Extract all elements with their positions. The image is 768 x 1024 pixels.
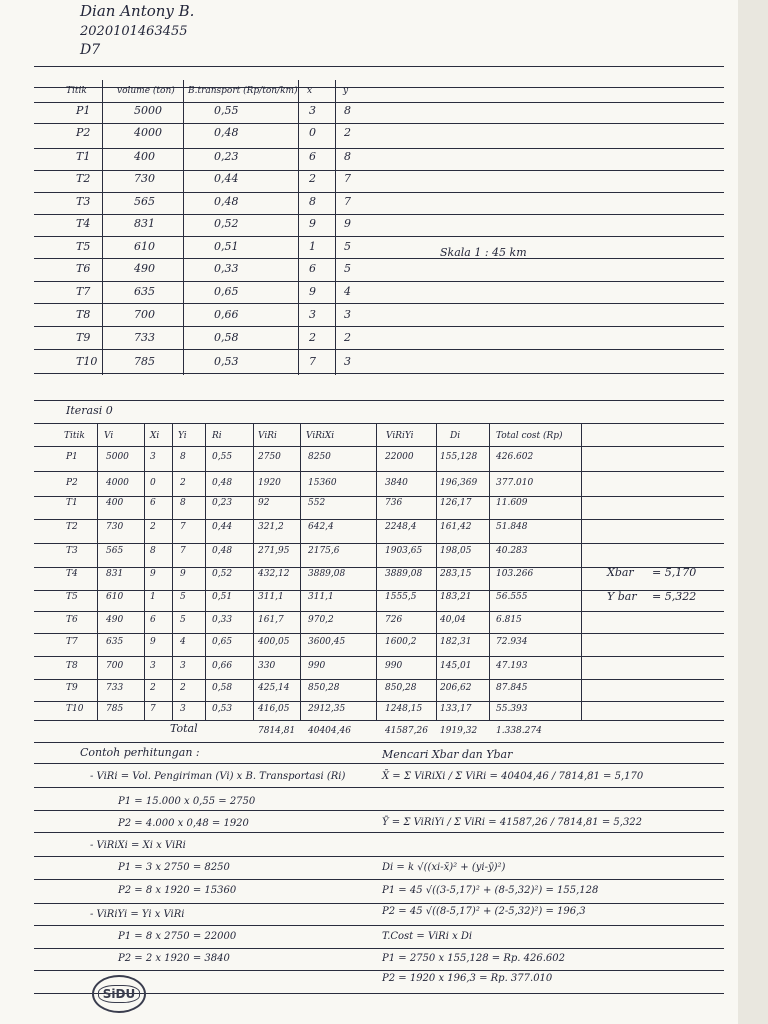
table2-column-divider (97, 424, 98, 720)
t1-cell: 3 (344, 308, 351, 321)
t2-cell: 2 (180, 683, 186, 693)
t1-cell: 0,33 (214, 262, 239, 275)
t2-header: Total cost (Rp) (496, 431, 563, 441)
t2-cell: 432,12 (258, 569, 290, 579)
example-title: Contoh perhitungan : (80, 746, 200, 759)
t1-cell: 5 (344, 240, 351, 253)
example-line: - ViRiYi = Yi x ViRi (90, 909, 185, 920)
ruled-line (34, 879, 724, 880)
iteration-label: Iterasi 0 (66, 404, 113, 417)
t1-cell: 0,48 (214, 126, 239, 139)
t2-cell: 400,05 (258, 637, 290, 647)
ruled-line (34, 543, 724, 544)
table2-column-divider (172, 424, 173, 720)
example-line: P2 = 4.000 x 0,48 = 1920 (118, 818, 249, 829)
t1-cell: 0,23 (214, 150, 239, 163)
t2-cell: 92 (258, 498, 270, 508)
t2-cell: T5 (66, 592, 78, 602)
table2-column-divider (489, 424, 490, 720)
ruled-line (34, 496, 724, 497)
total-cell: 40404,46 (308, 726, 351, 736)
t1-cell: 700 (134, 308, 155, 321)
table2-column-divider (144, 424, 145, 720)
t2-cell: 3 (150, 452, 156, 462)
ruled-line (34, 656, 724, 657)
t2-cell: 40.283 (496, 546, 528, 556)
t1-cell: 831 (134, 217, 155, 230)
t2-cell: 8 (180, 498, 186, 508)
t2-cell: 425,14 (258, 683, 290, 693)
t2-header: ViRiYi (386, 431, 414, 441)
t2-cell: 0,55 (212, 452, 233, 462)
t2-cell: 155,128 (440, 452, 478, 462)
t2-cell: 0,51 (212, 592, 233, 602)
t2-cell: T8 (66, 661, 78, 671)
t2-cell: 785 (106, 704, 124, 714)
author-name: Dian Antony B. (80, 2, 195, 20)
total-cell: 1919,32 (440, 726, 478, 736)
t1-cell: T9 (76, 331, 91, 344)
table1-column-divider (335, 80, 336, 375)
t2-cell: 1920 (258, 478, 281, 488)
t2-cell: 9 (150, 637, 156, 647)
class-code: D7 (80, 42, 101, 58)
table1-column-divider (102, 80, 103, 375)
t2-cell: 0,65 (212, 637, 233, 647)
t1-cell: 1 (309, 240, 316, 253)
t1-cell: T2 (76, 172, 91, 185)
t2-cell: 11.609 (496, 498, 528, 508)
t2-cell: P2 (66, 478, 78, 488)
t2-cell: 8250 (308, 452, 331, 462)
t1-cell: 9 (344, 217, 351, 230)
t2-cell: 726 (385, 615, 403, 625)
t2-header: Vi (104, 431, 114, 441)
t1-cell: 0,48 (214, 195, 239, 208)
t2-cell: 2750 (258, 452, 281, 462)
ruled-line (34, 373, 724, 374)
t2-cell: T2 (66, 522, 78, 532)
total-label: Total (170, 722, 198, 735)
t1-cell: T8 (76, 308, 91, 321)
t2-cell: 330 (258, 661, 276, 671)
t2-cell: 3 (150, 661, 156, 671)
t2-header: Xi (150, 431, 160, 441)
t1-cell: 4000 (134, 126, 162, 139)
t1-cell: 733 (134, 331, 155, 344)
student-id: 2020101463455 (80, 24, 188, 39)
total-cell: 1.338.274 (496, 726, 542, 736)
t2-cell: 2248,4 (385, 522, 417, 532)
t2-cell: 2 (180, 478, 186, 488)
t2-cell: T9 (66, 683, 78, 693)
t2-cell: 126,17 (440, 498, 472, 508)
t2-cell: 416,05 (258, 704, 290, 714)
ruled-line (34, 170, 724, 171)
t2-cell: 145,01 (440, 661, 472, 671)
t2-cell: 0,48 (212, 546, 233, 556)
t2-cell: 3840 (385, 478, 408, 488)
table2-column-divider (376, 424, 377, 720)
t2-cell: 9 (180, 569, 186, 579)
t2-cell: 2912,35 (308, 704, 346, 714)
t2-cell: 0,58 (212, 683, 233, 693)
ruled-line (34, 701, 724, 702)
t1-cell: T5 (76, 240, 91, 253)
t2-cell: 196,369 (440, 478, 478, 488)
ruled-line (34, 214, 724, 215)
scale-note: Skala 1 : 45 km (440, 246, 527, 259)
t1-cell: 9 (309, 217, 316, 230)
ruled-line (34, 123, 724, 124)
t2-cell: P1 (66, 452, 78, 462)
t2-cell: 87.845 (496, 683, 528, 693)
t1-header: volume (ton) (117, 86, 175, 96)
t2-cell: 47.193 (496, 661, 528, 671)
t2-cell: 970,2 (308, 615, 334, 625)
ruled-line (34, 326, 724, 327)
t1-cell: 3 (344, 355, 351, 368)
t1-header: Titik (66, 86, 87, 96)
t2-cell: 1 (150, 592, 156, 602)
t2-cell: 377.010 (496, 478, 534, 488)
ruled-line (34, 970, 724, 971)
t2-cell: 700 (106, 661, 124, 671)
p2-di: P2 = 45 √((8-5,17)² + (2-5,32)²) = 196,3 (382, 906, 586, 917)
t1-cell: 7 (309, 355, 316, 368)
t2-cell: 283,15 (440, 569, 472, 579)
t2-cell: 4000 (106, 478, 129, 488)
t1-cell: T10 (76, 355, 98, 368)
total-cell: 41587,26 (385, 726, 428, 736)
t2-cell: 7 (150, 704, 156, 714)
t2-cell: 3 (180, 661, 186, 671)
ybar-label: Y bar (607, 590, 637, 603)
t1-cell: 9 (309, 285, 316, 298)
t1-cell: T3 (76, 195, 91, 208)
t1-cell: 610 (134, 240, 155, 253)
ybar-value: = 5,322 (652, 590, 697, 603)
t2-cell: 733 (106, 683, 124, 693)
t2-cell: 0,53 (212, 704, 233, 714)
di-formula: Di = k √((xi-x̄)² + (yi-ȳ)²) (382, 862, 506, 873)
t2-cell: 610 (106, 592, 124, 602)
t1-cell: 0,58 (214, 331, 239, 344)
t1-cell: 0,55 (214, 104, 239, 117)
t2-header: Yi (178, 431, 187, 441)
t2-cell: 426.602 (496, 452, 534, 462)
t2-cell: 311,1 (258, 592, 284, 602)
ruled-line (34, 400, 724, 401)
t1-cell: 6 (309, 262, 316, 275)
table1-column-divider (183, 80, 184, 375)
t2-header: Di (450, 431, 461, 441)
example-line: - ViRiXi = Xi x ViRi (90, 840, 186, 851)
t2-cell: 2175,6 (308, 546, 340, 556)
table2-column-divider (253, 424, 254, 720)
ruled-line (34, 148, 724, 149)
ruled-line (34, 192, 724, 193)
t2-cell: 311,1 (308, 592, 334, 602)
t1-cell: 4 (344, 285, 351, 298)
t1-header: x (307, 86, 313, 96)
t2-cell: 1248,15 (385, 704, 423, 714)
t2-header: ViRiXi (306, 431, 335, 441)
t2-cell: 1903,65 (385, 546, 423, 556)
t2-cell: 6.815 (496, 615, 522, 625)
ruled-line (34, 102, 724, 103)
t2-cell: 8 (150, 546, 156, 556)
ruled-line (34, 787, 724, 788)
ruled-line (34, 633, 724, 634)
t1-cell: 0,52 (214, 217, 239, 230)
t1-cell: T6 (76, 262, 91, 275)
t1-cell: 8 (344, 150, 351, 163)
t2-cell: T1 (66, 498, 78, 508)
t2-header: Titik (64, 431, 85, 441)
t2-cell: 490 (106, 615, 124, 625)
ruled-line (34, 679, 724, 680)
total-cell: 7814,81 (258, 726, 296, 736)
table2-column-divider (205, 424, 206, 720)
t2-cell: 55.393 (496, 704, 528, 714)
t1-cell: 8 (344, 104, 351, 117)
t2-cell: 9 (150, 569, 156, 579)
t2-cell: 565 (106, 546, 124, 556)
t1-cell: 7 (344, 195, 351, 208)
example-line: P2 = 2 x 1920 = 3840 (118, 953, 230, 964)
t1-cell: 2 (309, 331, 316, 344)
t2-cell: 5 (180, 615, 186, 625)
tcost-p2: P2 = 1920 x 196,3 = Rp. 377.010 (382, 973, 553, 984)
t1-cell: T4 (76, 217, 91, 230)
t2-cell: 182,31 (440, 637, 472, 647)
t1-cell: 2 (344, 331, 351, 344)
t1-cell: 3 (309, 104, 316, 117)
xbar-label: Xbar (607, 566, 634, 579)
t2-cell: 0,66 (212, 661, 233, 671)
t1-cell: 8 (309, 195, 316, 208)
logo-text: SiDU (98, 985, 140, 1003)
t2-cell: 321,2 (258, 522, 284, 532)
ruled-line (34, 471, 724, 472)
example-line: P1 = 15.000 x 0,55 = 2750 (118, 796, 256, 807)
t2-cell: 3 (180, 704, 186, 714)
t2-cell: 56.555 (496, 592, 528, 602)
t2-cell: 7 (180, 546, 186, 556)
t1-cell: 6 (309, 150, 316, 163)
example-line: - ViRi = Vol. Pengiriman (Vi) x B. Transportasi (Ri) (90, 771, 346, 782)
t2-cell: T10 (66, 704, 84, 714)
t2-cell: 6 (150, 615, 156, 625)
t2-cell: T7 (66, 637, 78, 647)
t2-cell: 635 (106, 637, 124, 647)
t2-cell: 183,21 (440, 592, 472, 602)
p1-di: P1 = 45 √((3-5,17)² + (8-5,32)²) = 155,128 (382, 885, 599, 896)
example-line: P1 = 8 x 2750 = 22000 (118, 931, 237, 942)
t1-cell: 2 (309, 172, 316, 185)
t2-cell: 552 (308, 498, 326, 508)
sidu-logo (92, 975, 146, 1013)
t2-cell: 990 (308, 661, 326, 671)
t2-cell: 831 (106, 569, 124, 579)
t2-cell: 198,05 (440, 546, 472, 556)
ruled-line (34, 519, 724, 520)
t2-header: Ri (212, 431, 222, 441)
t1-cell: 0,65 (214, 285, 239, 298)
ruled-line (34, 948, 724, 949)
t2-cell: 4 (180, 637, 186, 647)
t1-cell: P1 (76, 104, 91, 117)
table2-column-divider (300, 424, 301, 720)
ruled-line (34, 446, 724, 447)
ruled-line (34, 720, 724, 721)
t2-cell: 642,4 (308, 522, 334, 532)
t1-cell: T1 (76, 150, 91, 163)
t1-cell: 0,51 (214, 240, 239, 253)
t2-cell: 736 (385, 498, 403, 508)
t2-cell: 850,28 (308, 683, 340, 693)
t1-cell: 490 (134, 262, 155, 275)
t2-cell: 0,33 (212, 615, 233, 625)
ruled-line (34, 810, 724, 811)
t2-cell: 0,48 (212, 478, 233, 488)
t2-cell: 8 (180, 452, 186, 462)
ruled-line (34, 349, 724, 350)
ruled-line (34, 423, 724, 424)
t1-cell: 7 (344, 172, 351, 185)
ruled-line (34, 303, 724, 304)
ruled-line (34, 611, 724, 612)
t2-cell: 5000 (106, 452, 129, 462)
t1-cell: 635 (134, 285, 155, 298)
ruled-line (34, 903, 724, 904)
t1-cell: 5000 (134, 104, 162, 117)
t1-cell: 400 (134, 150, 155, 163)
right-title: Mencari Xbar dan Ybar (382, 748, 513, 761)
t1-cell: 565 (134, 195, 155, 208)
t1-header: y (343, 86, 349, 96)
t2-cell: 6 (150, 498, 156, 508)
t1-cell: 5 (344, 262, 351, 275)
t1-cell: 0,44 (214, 172, 239, 185)
t2-cell: T6 (66, 615, 78, 625)
t2-cell: 1555,5 (385, 592, 417, 602)
paper-edge (738, 0, 768, 1024)
tcost-p1: P1 = 2750 x 155,128 = Rp. 426.602 (382, 953, 566, 964)
t1-cell: 0 (309, 126, 316, 139)
t1-cell: P2 (76, 126, 91, 139)
t2-cell: 5 (180, 592, 186, 602)
ruled-line (34, 856, 724, 857)
t2-cell: 72.934 (496, 637, 528, 647)
t2-cell: T4 (66, 569, 78, 579)
table1-column-divider (298, 80, 299, 375)
example-line: P1 = 3 x 2750 = 8250 (118, 862, 230, 873)
t2-cell: 15360 (308, 478, 337, 488)
t2-cell: 730 (106, 522, 124, 532)
ruled-line (34, 258, 724, 259)
t2-cell: 206,62 (440, 683, 472, 693)
t2-cell: 0,23 (212, 498, 233, 508)
example-line: P2 = 8 x 1920 = 15360 (118, 885, 237, 896)
xbar-value: = 5,170 (652, 566, 697, 579)
t2-cell: 0 (150, 478, 156, 488)
t2-cell: 161,42 (440, 522, 472, 532)
t2-cell: 133,17 (440, 704, 472, 714)
t2-cell: 400 (106, 498, 124, 508)
t2-cell: 7 (180, 522, 186, 532)
ybar-formula: Ȳ = Σ ViRiYi / Σ ViRi = 41587,26 / 7814,81 = 5,322 (382, 817, 643, 828)
t2-cell: 0,44 (212, 522, 233, 532)
ruled-line (34, 763, 724, 764)
tcost-formula: T.Cost = ViRi x Di (382, 931, 473, 942)
t2-cell: 271,95 (258, 546, 290, 556)
xbar-formula: X̄ = Σ ViRiXi / Σ ViRi = 40404,46 / 7814,81 = 5,170 (382, 771, 644, 782)
ruled-line (34, 66, 724, 67)
ruled-line (34, 281, 724, 282)
t1-cell: 730 (134, 172, 155, 185)
t1-cell: 2 (344, 126, 351, 139)
table2-column-divider (581, 424, 582, 720)
t2-cell: 0,52 (212, 569, 233, 579)
t2-cell: T3 (66, 546, 78, 556)
ruled-line (34, 925, 724, 926)
t2-cell: 3600,45 (308, 637, 346, 647)
t2-cell: 22000 (385, 452, 414, 462)
ruled-line (34, 236, 724, 237)
t1-cell: 0,53 (214, 355, 239, 368)
t2-header: ViRi (258, 431, 277, 441)
t2-cell: 3889,08 (385, 569, 423, 579)
t1-cell: T7 (76, 285, 91, 298)
ruled-line (34, 742, 724, 743)
table2-column-divider (436, 424, 437, 720)
t2-cell: 1600,2 (385, 637, 417, 647)
t1-header: B.transport (Rp/ton/km) (188, 86, 298, 96)
t1-cell: 785 (134, 355, 155, 368)
t2-cell: 850,28 (385, 683, 417, 693)
ruled-line (34, 832, 724, 833)
t2-cell: 40,04 (440, 615, 466, 625)
t2-cell: 2 (150, 683, 156, 693)
t2-cell: 3889,08 (308, 569, 346, 579)
t2-cell: 2 (150, 522, 156, 532)
t1-cell: 3 (309, 308, 316, 321)
t2-cell: 103.266 (496, 569, 534, 579)
t2-cell: 990 (385, 661, 403, 671)
t2-cell: 51.848 (496, 522, 528, 532)
t2-cell: 161,7 (258, 615, 284, 625)
t1-cell: 0,66 (214, 308, 239, 321)
